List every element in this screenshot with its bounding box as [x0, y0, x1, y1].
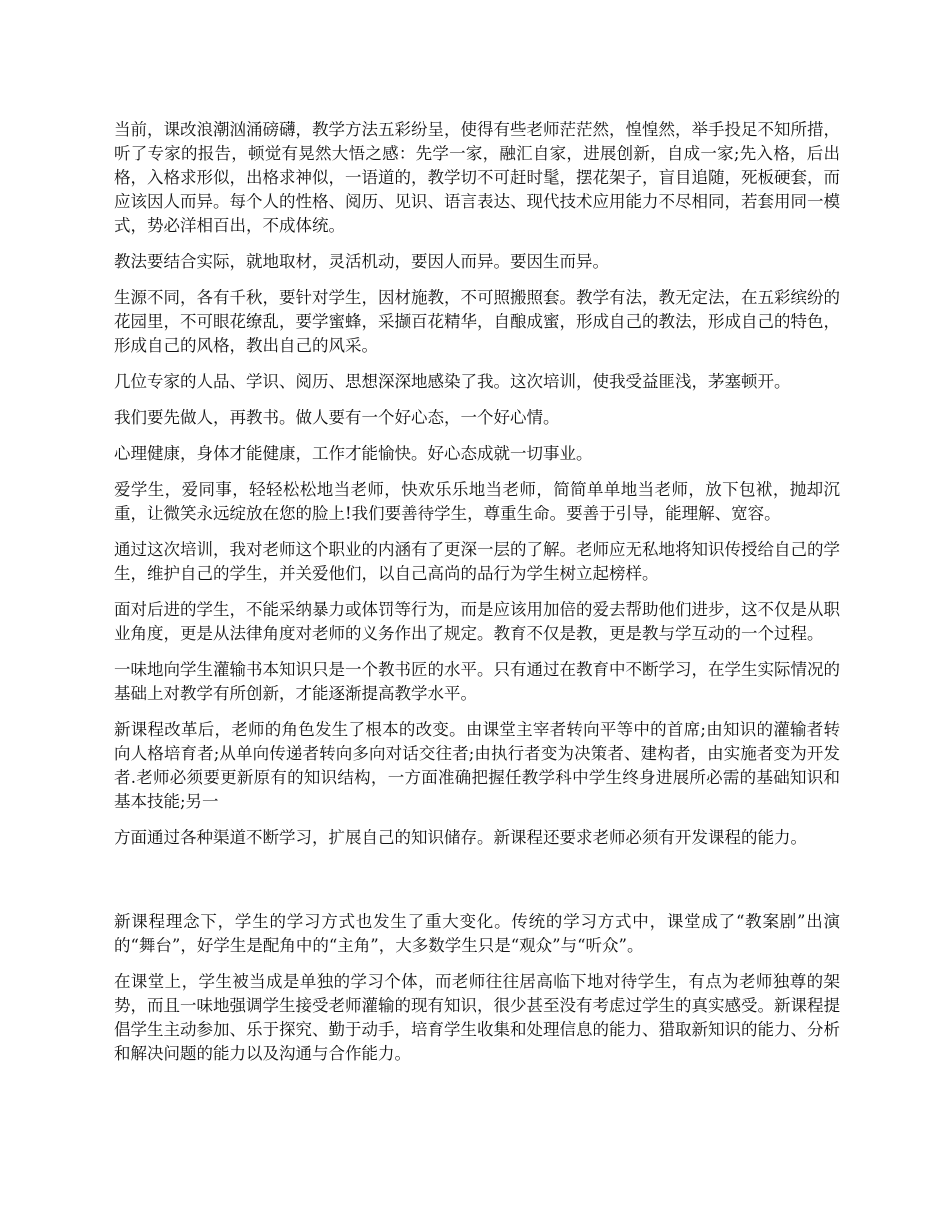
paragraph-10: 一味地向学生灌输书本知识只是一个教书匠的水平。只有通过在教育中不断学习，在学生实际情况的基础上对教学有所创新，才能逐渐提高教学水平。	[114, 660, 840, 703]
paragraph-6: 心理健康，身体才能健康，工作才能愉快。好心态成就一切事业。	[114, 444, 593, 463]
paragraph-11: 新课程改革后，老师的角色发生了根本的改变。由课堂主宰者转向平等中的首席;由知识的灌输者转向人格培育者;从单向传递者转向多向对话交往者;由执行者变为决策者、建构者，由实施者变为开发者.老师必须要更新原有的知识结构，一方面准确把握任教学科中学生终身进展所必需的基础知识和基本技能;另一	[114, 720, 840, 811]
paragraph-3: 生源不同，各有千秋，要针对学生，因材施教，不可照搬照套。教学有法，教无定法，在五彩缤纷的花园里，不可眼花缭乱，要学蜜蜂，采撷百花精华，自酿成蜜，形成自己的教法，形成自己的特色，形成自己的风格，教出自己的风采。	[114, 288, 840, 355]
paragraph-5: 我们要先做人，再教书。做人要有一个好心态，一个好心情。	[114, 408, 560, 427]
paragraph-9: 面对后进的学生，不能采纳暴力或体罚等行为，而是应该用加倍的爱去帮助他们进步，这不仅是从职业角度，更是从法律角度对老师的义务作出了规定。教育不仅是教，更是教与学互动的一个过程。	[114, 600, 840, 643]
paragraph-13: 新课程理念下，学生的学习方式也发生了重大变化。传统的学习方式中，课堂成了“教案剧”出演的“舞台”，好学生是配角中的“主角”，大多数学生只是“观众”与“听众”。	[114, 912, 840, 955]
paragraph-7: 爱学生，爱同事，轻轻松松地当老师，快欢乐乐地当老师，简简单单地当老师，放下包袱，抛却沉重，让微笑永远绽放在您的脸上!我们要善待学生，尊重生命。要善于引导，能理解、宽容。	[114, 480, 840, 523]
paragraph-1: 当前，课改浪潮汹涌磅礴，教学方法五彩纷呈，使得有些老师茫茫然，惶惶然，举手投足不知所措，听了专家的报告，顿觉有晃然大悟之感：先学一家，融汇自家，进展创新，自成一家;先入格，后出格，入格求形似，出格求神似，一语道的，教学切不可赶时髦，摆花架子，盲目追随，死板硬套，而应该因人而异。每个人的性格、阅历、见识、语言表达、现代技术应用能力不尽相同，若套用同一模式，势必洋相百出，不成体统。	[114, 120, 840, 235]
paragraph-2: 教法要结合实际，就地取材，灵活机动，要因人而异。要因生而异。	[114, 252, 609, 271]
document-body	[114, 118, 840, 1078]
paragraph-8: 通过这次培训，我对老师这个职业的内涵有了更深一层的了解。老师应无私地将知识传授给自己的学生，维护自己的学生，并关爱他们，以自己高尚的品行为学生树立起榜样。	[114, 540, 840, 583]
section-gap	[114, 862, 840, 910]
paragraph-4: 几位专家的人品、学识、阅历、思想深深地感染了我。这次培训，使我受益匪浅，茅塞顿开。	[114, 372, 791, 391]
paragraph-12: 方面通过各种渠道不断学习，扩展自己的知识储存。新课程还要求老师必须有开发课程的能力。	[114, 828, 807, 847]
paragraph-14: 在课堂上，学生被当成是单独的学习个体，而老师往往居高临下地对待学生，有点为老师独尊的架势，而且一味地强调学生接受老师灌输的现有知识，很少甚至没有考虑过学生的真实感受。新课程提倡学生主动参加、乐于探究、勤于动手，培育学生收集和处理信息的能力、猎取新知识的能力、分析和解决问题的能力以及沟通与合作能力。	[114, 972, 840, 1063]
